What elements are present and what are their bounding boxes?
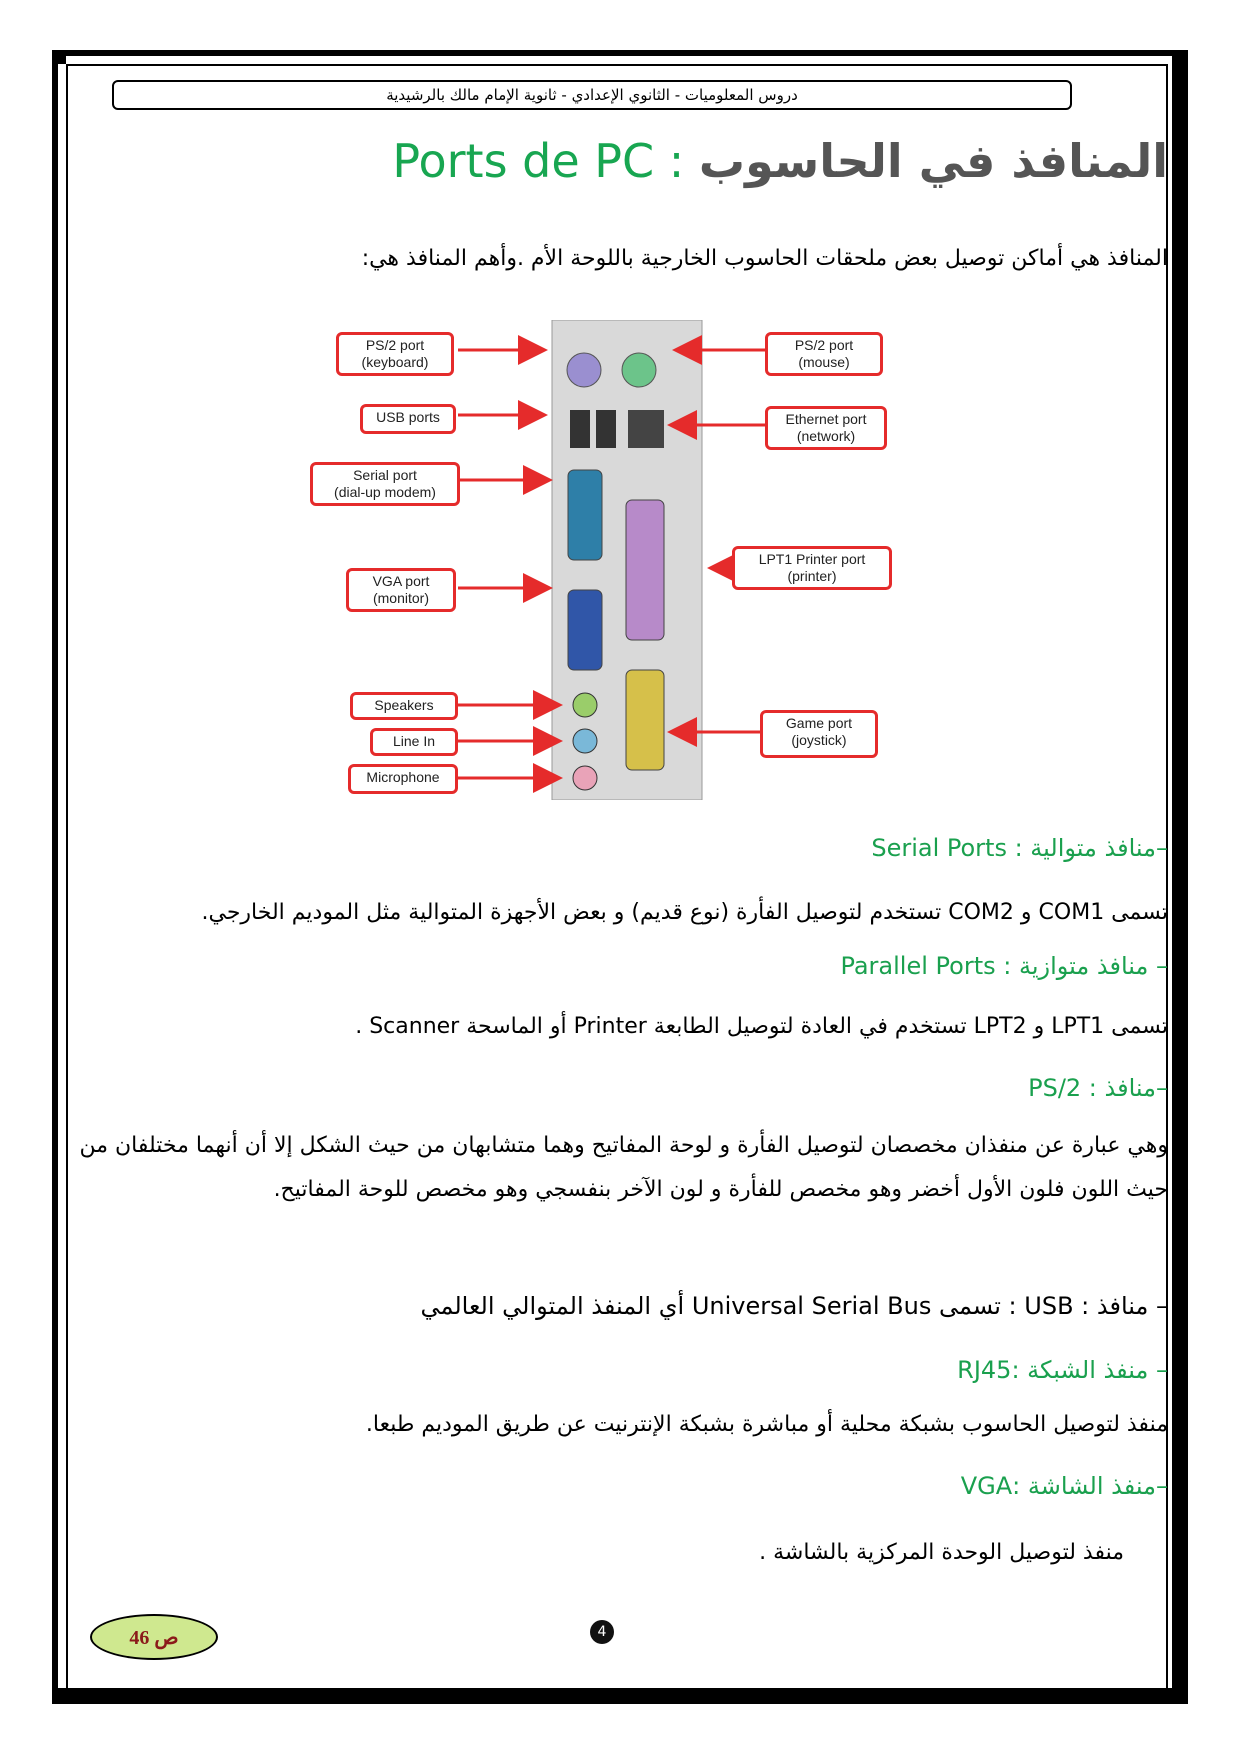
callout-game — [760, 710, 878, 758]
callout-line: (keyboard) — [361, 354, 429, 370]
document-header: دروس المعلوميات - الثانوي الإعدادي - ثانوية الإمام مالك بالرشيدية — [112, 80, 1072, 110]
callout-line: Game port — [785, 715, 853, 731]
ports-diagram — [334, 320, 900, 800]
page-title — [392, 134, 1168, 188]
callout-ethernet — [765, 406, 887, 450]
callout-microphone — [348, 764, 458, 794]
callout-line-in — [370, 728, 458, 756]
page-dot-marker: 4 — [590, 1620, 614, 1644]
section-body-serial: تسمى COM1 و COM2 تستخدم لتوصيل الفأرة (نوع قديم) و بعض الأجهزة المتوالية مثل الموديم الخارجي. — [201, 900, 1168, 925]
callout-line: (mouse) — [798, 354, 850, 370]
usb-port — [570, 410, 590, 448]
callout-line: USB ports — [376, 409, 440, 425]
parallel-port — [626, 500, 664, 640]
speakers-jack — [573, 693, 597, 717]
ps2-mouse-port — [622, 353, 656, 387]
microphone-jack — [573, 766, 597, 790]
callout-line: Serial port — [353, 467, 417, 483]
ps2-keyboard-port — [567, 353, 601, 387]
page-number-badge: ص 46 — [90, 1614, 218, 1660]
callout-ps2-keyboard — [336, 332, 454, 376]
section-heading-usb: – منافذ : USB : تسمى Universal Serial Bus أي المنفذ المتوالي العالمي — [420, 1292, 1168, 1320]
callout-line: (printer) — [787, 568, 837, 584]
section-heading-serial: –منافذ متوالية : Serial Ports — [871, 834, 1168, 862]
line-in-jack — [573, 729, 597, 753]
game-port — [626, 670, 664, 770]
callout-line: (network) — [796, 428, 856, 444]
callout-line: Ethernet port — [785, 411, 867, 427]
callout-line: (joystick) — [791, 732, 847, 748]
callout-serial — [310, 462, 460, 506]
frame-corner — [52, 50, 66, 64]
callout-speakers — [350, 692, 458, 720]
frame-corner — [1174, 1690, 1188, 1704]
callout-line: (dial-up modem) — [334, 484, 436, 500]
usb-port — [596, 410, 616, 448]
page-frame-inner — [66, 64, 1168, 1690]
section-heading-ps2: –منافذ : PS/2 — [1028, 1074, 1168, 1102]
frame-corner — [52, 1690, 66, 1704]
serial-port — [568, 470, 602, 560]
frame-corner — [1174, 50, 1188, 64]
ethernet-port — [628, 410, 664, 448]
callout-line: VGA port — [372, 573, 430, 589]
callout-line: PS/2 port — [794, 337, 854, 353]
section-heading-parallel: – منافذ متوازية : Parallel Ports — [840, 952, 1168, 980]
callout-line: PS/2 port — [365, 337, 425, 353]
callout-lpt1 — [732, 546, 892, 590]
callout-usb — [360, 404, 456, 434]
title-latin: Ports de PC : — [392, 134, 685, 188]
callout-ps2-mouse — [765, 332, 883, 376]
section-body-parallel: تسمى LPT1 و LPT2 تستخدم في العادة لتوصيل الطابعة Printer أو الماسحة Scanner . — [355, 1014, 1168, 1039]
section-body-vga: منفذ لتوصيل الوحدة المركزية بالشاشة . — [759, 1540, 1124, 1565]
callout-line: Microphone — [366, 769, 440, 785]
callout-vga — [346, 568, 456, 612]
callout-line: Speakers — [374, 697, 434, 713]
intro-text: المنافذ هي أماكن توصيل بعض ملحقات الحاسوب الخارجية باللوحة الأم .وأهم المنافذ هي: — [361, 246, 1168, 271]
section-heading-rj45: – منفذ الشبكة :RJ45 — [957, 1356, 1168, 1384]
title-arabic: المنافذ في الحاسوب — [698, 134, 1168, 188]
callout-line: (monitor) — [372, 590, 429, 606]
callout-line: LPT1 Printer port — [758, 551, 866, 567]
section-body-ps2: وهي عبارة عن منفذان مخصصان لتوصيل الفأرة و لوحة المفاتيح وهما متشابهان من حيث الشكل إلا أن أنهما مختلفان من حيث اللون فلون الأول أخضر وهو مخصص للفأرة و لون الآخر بنفسجي وهو مخصص للوحة المفاتيح. — [79, 1133, 1168, 1202]
vga-port — [568, 590, 602, 670]
section-body-rj45: منفذ لتوصيل الحاسوب بشبكة محلية أو مباشرة بشبكة الإنترنيت عن طريق الموديم طبعا. — [365, 1412, 1168, 1437]
section-heading-vga: –منفذ الشاشة :VGA — [960, 1472, 1168, 1500]
callout-line: Line In — [392, 733, 436, 749]
